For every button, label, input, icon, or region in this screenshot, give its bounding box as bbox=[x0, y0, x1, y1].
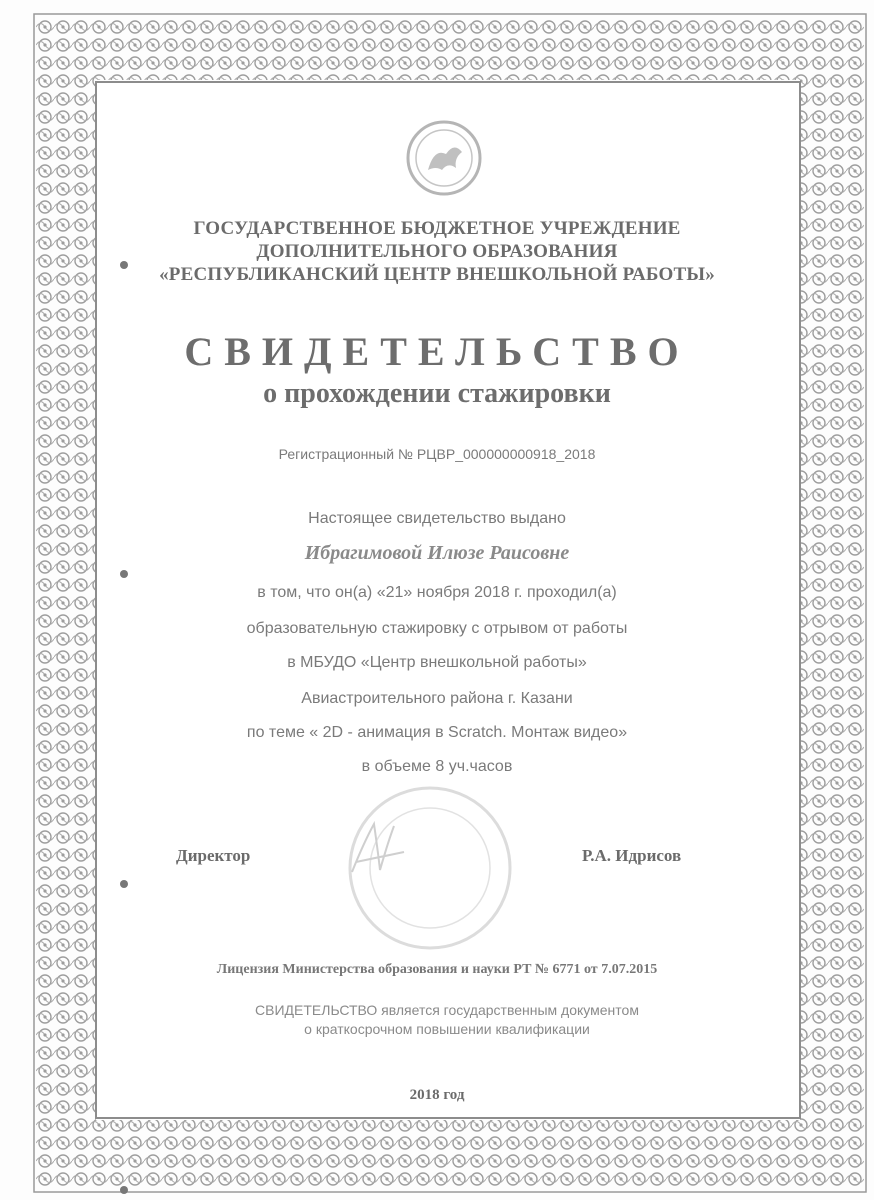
footer-line-1: СВИДЕТЕЛЬСТВО является государственным документом bbox=[255, 1002, 639, 1018]
registration-number: Регистрационный № РЦВР_000000000918_2018 bbox=[278, 446, 596, 462]
license-text: Лицензия Министерства образования и науки РТ № 6771 от 7.07.2015 bbox=[216, 962, 658, 977]
signature-role: Директор bbox=[176, 846, 251, 865]
director-signature bbox=[344, 812, 414, 882]
body-line-2: образовательную стажировку с отрывом от работы bbox=[246, 620, 628, 637]
body-line-6: в объеме 8 уч.часов bbox=[361, 758, 513, 775]
document-subtitle: о прохождении стажировки bbox=[263, 378, 611, 409]
body-line-4: Авиастроительного района г. Казани bbox=[301, 690, 573, 707]
organization-line-2: ДОПОЛНИТЕЛЬНОГО ОБРАЗОВАНИЯ bbox=[256, 241, 618, 262]
emblem-logo bbox=[404, 118, 484, 198]
body-line-5: по теме « 2D - анимация в Scratch. Монтаж видео» bbox=[246, 724, 628, 741]
signature-name: Р.А. Идрисов bbox=[582, 846, 682, 865]
body-line-1: в том, что он(а) «21» ноября 2018 г. проходил(а) bbox=[257, 584, 617, 601]
organization-line-1: ГОСУДАРСТВЕННОЕ БЮДЖЕТНОЕ УЧРЕЖДЕНИЕ bbox=[193, 218, 681, 239]
body-line-3: в МБУДО «Центр внешкольной работы» bbox=[287, 654, 587, 671]
intro-text: Настоящее свидетельство выдано bbox=[308, 510, 566, 527]
document-year: 2018 год bbox=[409, 1087, 465, 1103]
document-title: СВИДЕТЕЛЬСТВО bbox=[184, 329, 690, 374]
organization-line-3: «РЕСПУБЛИКАНСКИЙ ЦЕНТР ВНЕШКОЛЬНОЙ РАБОТЫ» bbox=[159, 264, 715, 285]
footer-line-2: о краткосрочном повышении квалификации bbox=[304, 1021, 590, 1037]
recipient-name: Ибрагимовой Илюзе Раисовне bbox=[304, 542, 570, 564]
